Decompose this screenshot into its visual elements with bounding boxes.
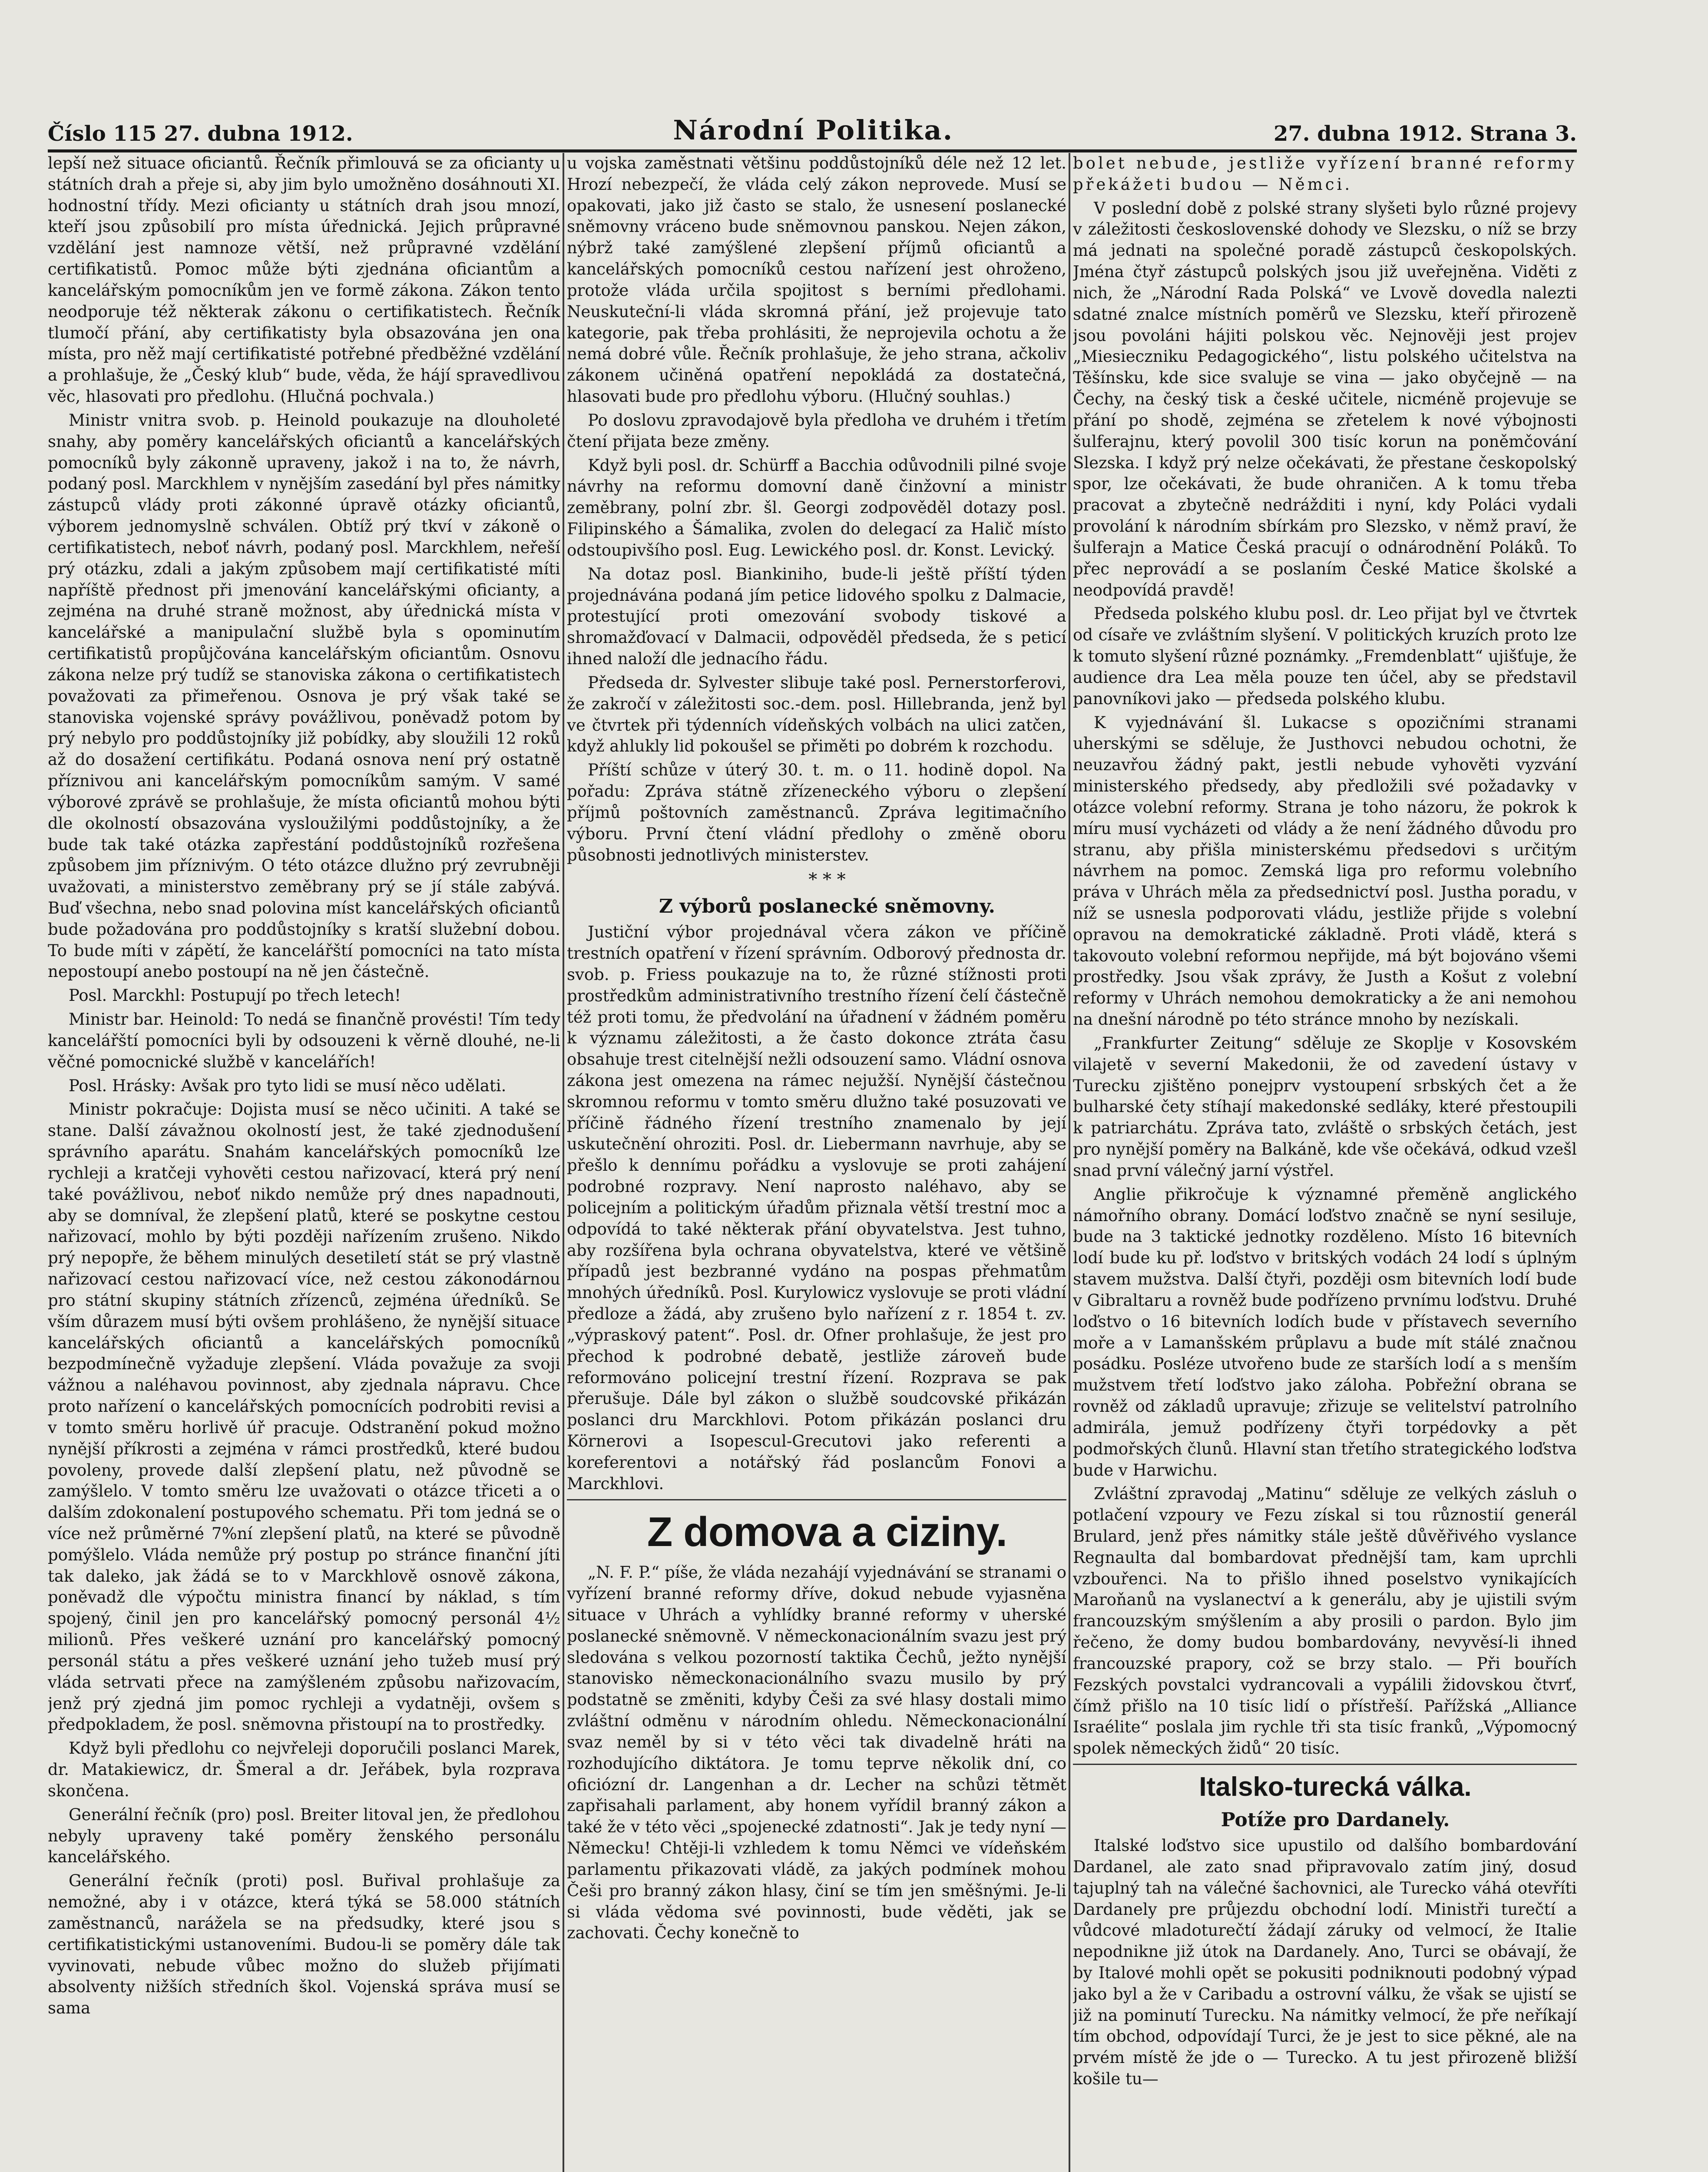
article-paragraph: „Frankfurter Zeitung“ sděluje ze Skoplje v Kosovském vilajetě v severní Makedonii, že od zavedení ústavy v Turecku zjištěno ponejprv vystoupení srbských čet a že bulharské čety stíhají makedonské sedláky, které přestoupili k patriarchátu. Zpráva tato, zvláště o srbských četách, jest pro nynější poměry na Balkáně, kde vše očekává, odkud vzešl snad první válečný jarní výstřel.	[1073, 1033, 1577, 1180]
article-paragraph: Ministr bar. Heinold: To nedá se finančně provésti! Tím tedy kancelářští pomocníci byli by odsouzeni k věrně dlouhé, ne-li věčné pomocnické službě v kancelářích!	[48, 1010, 560, 1071]
article-paragraph: V poslední době z polské strany slyšeti bylo různé projevy v záležitosti československé dohody ve Slezsku, o níž se brzy má jednati na společné poradě zástupců českopolských. Jména čtyř zástupců polských jsou již uveřejněna. Viděti z nich, že „Národní Rada Polská“ ve Lvově dovedla nalezti sdatné znalce místních poměrů ve Slezsku, kteří přirozeně jsou povoláni hájiti polskou věc. Nejnověji jest projev „Miesieczniku Pedagogického“, listu polského učitelstva na Těšínsku, kde sice svaluje se vina — jako obyčejně — na Čechy, na český tisk a české učitele, nicméně projevuje se přání po shodě, zejména se zřetelem k nové výbojnosti šulferajnu, který povolil 300 tisíc korun na poněmčování Slezska. I když prý nelze očekávati, že přestane českopolský spor, lze očekávati, že bude ohraničen. A k tomu třeba pracovat a zbytečně nedrážditi i nyní, kdy Poláci vydali provolání k národním sbírkám pro Slezsko, v němž praví, že šulferajn a Matice Česká pracují o odnárodnění Poláků. To přec neprovádí a se poslaním České Matice školské a neodpovídá pravdě!	[1073, 199, 1577, 599]
article-paragraph: Když byli posl. dr. Schürff a Bacchia odůvodnili pilné svoje návrhy na reformu domovní daně činžovní a ministr zeměbrany, polní zbr. šl. Georgi zodpověděl dotazy posl. Filipinského a Šámalika, zvolen do delegací za Halič místo odstoupivšího posl. Eug. Lewického posl. dr. Konst. Levický.	[567, 456, 1066, 560]
article-paragraph: K vyjednávání šl. Lukacse s opozičními stranami uherskými se sděluje, že Justhovci nebudou ochotni, že neuzavřou žádný pakt, jestli nebude vyhověti vyzvání ministerského předsedy, aby předložili své požadavky v otázce volební reformy. Strana je toho názoru, že pokrok k míru musí vycházeti od vlády a že není žádného důvodu pro stranu, aby přišla ministerskému předsedovi s určitým návrhem na pomoc. Zemská liga pro reformu volebního práva v Uhrách měla za předsednictví posl. Justha poradu, v níž se usnesla podporovati vládu, jestliže přijde s volební opravou na demokratické základně. Proti vládě, která s takovouto volební reformou nepřijde, má být bojováno všemi prostředky. Jsou však zprávy, že Justh a Košut z volební reformy v Uhrách nemohou demokraticky a že ani nemohou na dnešní národně po této stránce mnoho by nezískali.	[1073, 713, 1577, 1029]
article-paragraph: bolet nebude, jestliže vyřízení branné reformy překážeti budou — Němci.	[1073, 154, 1577, 194]
section-separator-stars: * * *	[808, 870, 846, 890]
article-paragraph: Ministr vnitra svob. p. Heinold poukazuje na dlouholeté snahy, aby poměry kancelářských oficiantů a kancelářských pomocníků byly zákonně upraveny, jakož i na to, že návrh, podaný posl. Marckhlem v nynějším zasedání byl přes námitky zástupců vlády proti zákonné úpravě otázky oficiantů, výborem jednomyslně schválen. Obtíž prý tkví v zákoně o certifikatistech, neboť návrh, podaný posl. Marckhlem, neřeší prý otázku, zdali a jakým způsobem mají certifikatisté míti napříště přednost při jmenování kancelářskými oficianty, a zejména na druhé straně možnost, aby úřednická místa v kancelářské a manipulační službě byla s opominutím certifikatistů propůjčována kancelářským oficiantům. Osnovu zákona nelze prý tudíž se stanoviska zákona o certifikatistech považovati za přimeřenou. Osnova je prý však také se stanoviska vojenské správy povážlivou, poněvadž potom by prý nebylo pro poddůstojníky již pobídky, aby sloužili 12 roků až do dosažení certifikátu. Podaná osnova není prý ostatně příznivou ani kancelářským pomocníkům samým. V samé výborové zprávě se prohlašuje, že místa oficiantů mohou býti dle okolností obsazována vysloužilými poddůstojníky, a že bude tak také otázka zapřestání poddůstojníků rozřešena způsobem jim příznivým. O této otázce dlužno prý zevrubněji uvažovati, a ministerstvo zeměbrany prý se jí stále zabývá. Buď všechna, nebo snad polovina míst kancelářských oficiantů bude požadována pro poddůstojníky s kratší služební dobou. To bude míti v zápětí, že kancelářští pomocníci na tato místa nepostoupí anebo postoupí na ně jen částečně.	[48, 411, 560, 981]
newspaper-title: Národní Politika.	[673, 114, 954, 146]
article-paragraph: Posl. Marckhl: Postupují po třech letech!	[69, 986, 401, 1005]
issue-number: Číslo 115 27. dubna 1912.	[48, 122, 353, 146]
column-3	[1073, 153, 1577, 2172]
masthead	[48, 111, 1577, 152]
date-page: 27. dubna 1912. Strana 3.	[1273, 122, 1577, 146]
article-paragraph: Když byli předlohu co nejvřeleji doporučili poslanci Marek, dr. Matakiewicz, dr. Šmeral a dr. Jeřábek, byla rozprava skončena.	[48, 1739, 560, 1800]
column-1	[48, 153, 560, 2172]
column-2	[567, 153, 1066, 2172]
column-rule-2	[1069, 153, 1070, 2172]
article-paragraph: Italské loďstvo sice upustilo od dalšího bombardování Dardanel, ale zato snad připravovalo zatím jiný, dosud tajuplný tah na válečné šachovnici, ale Turecko váhá otevříti Dardanely pre průjezdu obchodní lodí. Ministři turečtí a vůdcové mladoturečtí žádají zárukу od velmocí, že Italie nepodnikne již útok na Dardanely. Ano, Turci se obávají, že by Italové mohli opět se pokusiti podniknouti podobný výpad jako byl a že v Caribadu a ostrovní válku, že však se ujistí se již na pominutí Turecku. Na námitky velmocí, že pře neříkají tím obchod, odpovídají Turci, že je jest to sice pěkné, ale na prvém místě že jde o — Turecko. A tu jest přirozeně bližší košile tu—	[1073, 1836, 1577, 2089]
article-paragraph: u vojska zaměstnati většinu poddůstojníků déle než 12 let. Hrozí nebezpečí, že vláda celý zákon neprovede. Musí se opakovati, jako již často se stalo, že usnesení poslanecké sněmovny vráceno bude sněmovnou panskou. Nejen zákon, nýbrž také zamýšlené zlepšení příjmů oficiantů a kancelářských pomocníků cestou nařízení jest ohroženo, protože vláda určila spojitost s berními předlohami. Neuskuteční-li vláda skromná přání, jež projevuje tato kategorie, pak třeba prohlásiti, že neprojevila ochotu a že nemá dobré vůle. Řečník prohlašuje, že jeho strana, ačkoliv zákonem učiněná opatření nepokládá za dostatečná, hlasovati bude pro předlohu výboru. (Hlučný souhlas.)	[567, 154, 1066, 406]
article-paragraph: Ministr pokračuje: Dojista musí se něco učiniti. A také se stane. Další závažnou okolností jest, že také zjednodušení správního aparátu. Snahám kancelářských pomocníků lze rychleji a kratčeji vyhověti cestou nařizovací, která prý není také povážlivou, neboť nikdo nemůže prý dnes napadnouti, aby se domníval, že zlepšení platů, které se poskytne cestou nařizovací, mohlo by býti později nařízením zrušeno. Nikdo prý nepopře, že během minulých desetiletí stát se prý vlastně nařizovací cestou nařizovací více, než cestou zákonodárnou pro státní skupiny státních zřízenců, zejména úředníků. Se vším důrazem musí býti ovšem prohlášeno, že nynější situace kancelářských oficiantů a kancelářských pomocníků bezpodmínečně vyžaduje zlepšení. Vláda považuje za svoji vážnou a naléhavou povinnost, aby zjednala nápravu. Chce proto nařízení o kancelářských pomocnících podrobiti revisi a v tomto směru horlivě úř pracuje. Odstranění pokud možno nynější příkrosti a zejména v rámci prostředků, které budou povoleny, provede další zlepšení platu, než původně se zamýšlelo. V tomto směru lze uvažovati o otázce třiceti a o dalším zdokonalení postupového schematu. Při tom jedná se o více než průměrné 7%ní zlepšení platů, na které se původně pomýšlelo. Vláda nemůže prý postup po stránce finanční jíti tak daleko, jak žádá se to v Marckhlově osnově zákona, poněvadž dle výpočtu ministra financí by náklad, s tím spojený, činil jen pro kancelářský pomocný personál 4½ milionů. Přes veškeré uznání pro kancelářský pomocný personál státu a přes veškeré uznání jeho tužeb musí prý vláda setrvati přece na zamýšleném způsobu nařizovacím, jenž prý zjedná jim pomoc rychleji a vydatněji, ovšem s předpokladem, že posl. sněmovna přistoupí na to prostředky.	[48, 1100, 560, 1734]
article-paragraph: Po doslovu zpravodajově byla předloha ve druhém i třetím čtení přijata beze změny.	[567, 411, 1066, 451]
section-heading: Z výborů poslanecké sněmovny.	[659, 895, 995, 918]
article-paragraph: Justiční výbor projednával včera zákon ve příčině trestních opatření v řízení správním. Odborový přednosta dr. svob. p. Friess poukazuje na to, že různé stížnosti proti prostředkům administrativního trestního řízení čelí částečně též proti tomu, že předvolání na úřadnení v žádném poměru k významu záležitosti, a že často dokonce ztráta času obsahuje trest citelnější nežli odsouzení samo. Vládní osnova zákona jest omezena na rámec nejužší. Nynější částečnou skromnou reformu v tomto směru dlužno také posuzovati ve příčině řádného řízení trestního znamenalo by její uskutečnění ohroziti. Posl. dr. Liebermann navrhuje, aby se přešlo k dennímu pořádku a vyslovuje se proti zahájení podrobné rozpravy. Není naprosto naléhavo, aby se policejním a politickým úřadům přiznala větší trestní moc a odpovídá to také některak přání obyvatelstva. Jest tuhno, aby rozšířena byla ochrana obyvatelstva, které ve většině případů jest bezbranné vydáno na pospas přehmatům mnohých úředníků. Posl. Kurylowicz vyslovuje se proti vládní předloze a žádá, aby zrušeno bylo nařízení z r. 1854 t. zv. „výpraskový patent“. Posl. dr. Ofner prohlašuje, že jest pro přechod k podrobné debatě, jestliže zároveň bude reformováno policejní trestní řízení. Rozprava se pak přerušuje. Dále byl zákon o službě soudcovské přikázán poslanci dru Marckhlovi. Potom přikázán poslanci dru Körnerovi a Isopescul-Grecutovi jako referenti a koreferentovi a notářský řád poslancům Fonovi a Marckhlovi.	[567, 923, 1066, 1493]
divider	[1073, 1764, 1577, 1765]
article-paragraph: Generální řečník (pro) posl. Breiter litoval jen, že předlohou nebyly upraveny také poměry ženského personálu kancelářského.	[48, 1805, 560, 1867]
article-paragraph: „N. F. P.“ píše, že vláda nezahájí vyjednávání se stranami o vyřízení branné reformy dříve, dokud nebude vyjasněna situace v Uhrách a vyhlídky branné reformy v uherské poslanecké sněmovně. V německonacionálním svazu jest prý sledována s velkou pozorností taktika Čechů, ježto nynější stanovisko německonacionálního svazu musilo by prý podstatně se změniti, kdyby Češi za své hlasy dostali mimo zvláštní odměnu v národním ohledu. Německonacionální svaz neměl by si v této věci tak divadelně hráti na rozhodujícího diktátora. Je tomu teprve několik dní, co oficiózní dr. Langenhan a dr. Lecher na schůzi tětmět zapřisahali parlament, aby honem vyřídil branný zákon a také že v této věci „spojenecké zdatnosti“. Jak je tedy nyní — Německu! Chtěji-li vzhledem k tomu Němci ve vídeňském parlamentu přikazovati vládě, za jakých podmínek mohou Češi pro branný zákon hlasy, činí se tím jen směšnými. Je-li si vláda vědoma své povinnosti, bude věděti, jak se zachovati. Čechy konečně to	[567, 1563, 1066, 1943]
divider	[567, 1499, 1066, 1500]
article-paragraph: Generální řečník (proti) posl. Buřival prohlašuje za nemožné, aby i v otázce, která týká se 58.000 státních zaměstnanců, narážela se na předsudky, které jsou s certifikatistickými ustanoveními. Budou-li se poměry dále tak vyvinovati, nebude vůbec možno do služeb přijímati absolventy nižších středních škol. Vojenská správa musí se sama	[48, 1871, 560, 2018]
column-rule-1	[563, 153, 564, 2172]
article-paragraph: Posl. Hrásky: Avšak pro tyto lidi se musí něco udělati.	[69, 1076, 506, 1095]
article-paragraph: Zvláštní zpravodaj „Matinu“ sděluje ze velkých zásluh o potlačení vzpoury ve Fezu získal si tou různostií generál Brulard, jenž přes námitky stále ještě důvěřivého vyslance Regnaulta dal bombardovat přednější tam, kam uprchli vzbouřenci. Na to přišlo ihned poselstvo vynikajících Maroňanů na vyslanectví a k generálu, aby je ujistili svým francouzským smýšlením a aby prosili o pardon. Bylo jim řečeno, že domy budou bombardovány, nevyvěsí-li ihned francouzské prapory, což se brzy stalo. — Při bouřích Fezských povstalci vydrancovali a vypálili židovskou čtvrť, čímž přišlo na 10 tisíc lidí o přístřeší. Pařížská „Alliance Israélite“ poslala jim rychle tři sta tisíc franků, „Výpomocný spolek německých židů“ 20 tisíc.	[1073, 1484, 1577, 1758]
article-paragraph: Na dotaz posl. Biankiniho, bude-li ještě příští týden projednávána podaná jím petice lidového spolku z Dalmacie, protestující proti omezování svobody tiskové a shromažďovací v Dalmacii, odpověděl předseda, že s peticí ihned naloží dle jednacího řádu.	[567, 564, 1066, 669]
section-heading-large: Italsko-turecká válka.	[1199, 1772, 1472, 1802]
article-paragraph: lepší než situace oficiantů. Řečník přimlouvá se za oficianty u státních drah a přeje si, aby jim bylo umožněno dosáhnouti XI. hodnostní třídy. Mezi oficianty u státních drah jsou mnozí, kteří jsou způsobilí pro místa úřednická. Jejich průpravné vzdělání jest namnoze větší, než průpravné vzdělání certifikatistů. Pomoc může býti zjednána oficiantům a kancelářským pomocníkům jen ve formě zákona. Zákon tento neodporuje též některak zákonu o certifikatistech. Řečník tlumočí přání, aby certifikatisty byla obsazována jen ona místa, pro něž mají certifikatisté potřebné předběžné vzdělání a prohlašuje, že „Český klub“ bude, věda, že hájí spravedlivou věc, hlasovati pro předlohu. (Hlučná pochvala.)	[48, 154, 560, 406]
article-paragraph: Předseda dr. Sylvester slibuje také posl. Pernerstorferovi, že zakročí v záležitosti soc.-dem. posl. Hillebranda, jenž byl ve čtvrtek při týdenních vídeňských volbách na ulici zatčen, když ahlukly lid pokoušel se přiměti po dobrém k rozchodu.	[567, 673, 1066, 756]
section-heading-large: Z domova a ciziny.	[647, 1508, 1007, 1555]
article-paragraph: Příští schůze v úterý 30. t. m. o 11. hodině dopol. Na pořadu: Zpráva státně zřízeneckého výboru o zlepšení příjmů poštovních zaměstnanců. Zpráva legitimačního výboru. První čtení vládní předlohy o změně oboru působnosti jednotlivých ministerstev.	[567, 761, 1066, 864]
article-paragraph: Anglie přikročuje k významné přeměně anglického námořního obrany. Domácí loďstvo značně se nyní sesiluje, bude na 3 taktické jednotky rozděleno. Místo 16 bitevních lodí bude ku př. loďstvo v britských vodách 24 lodí s úplným stavem mužstva. Další čtyři, později osm bitevních lodí bude v Gibraltaru a rovněž bude podřízeno prvnímu loďstvu. Druhé loďstvo o 16 bitevních lodích bude v přístavech severního moře a v Lamanšském průplavu a bude mít stálé značnou posádku. Posléze utvořeno bude ze starších lodí a s menším mužstvem třetí loďstvo jako záloha. Pobřežní obrana se rovněž od základů upravuje; zřizuje se velitelství patrolního admirála, jemuž podřízeny čtyři torpédovky a pět podmořských člunů. Hlavní stan třetího strategického loďstva bude v Harwichu.	[1073, 1185, 1577, 1480]
section-subheading: Potíže pro Dardanely.	[1221, 1808, 1450, 1831]
article-paragraph: Předseda polského klubu posl. dr. Leo přijat byl ve čtvrtek od císaře ve zvláštním slyšení. V politických kruzích proto lze k tomuto slyšení různé poznámky. „Fremdenblatt“ ujišťuje, že audience dra Lea měla pouze ten účel, aby se představil panovníkovi jako — předseda polského klubu.	[1073, 604, 1577, 708]
